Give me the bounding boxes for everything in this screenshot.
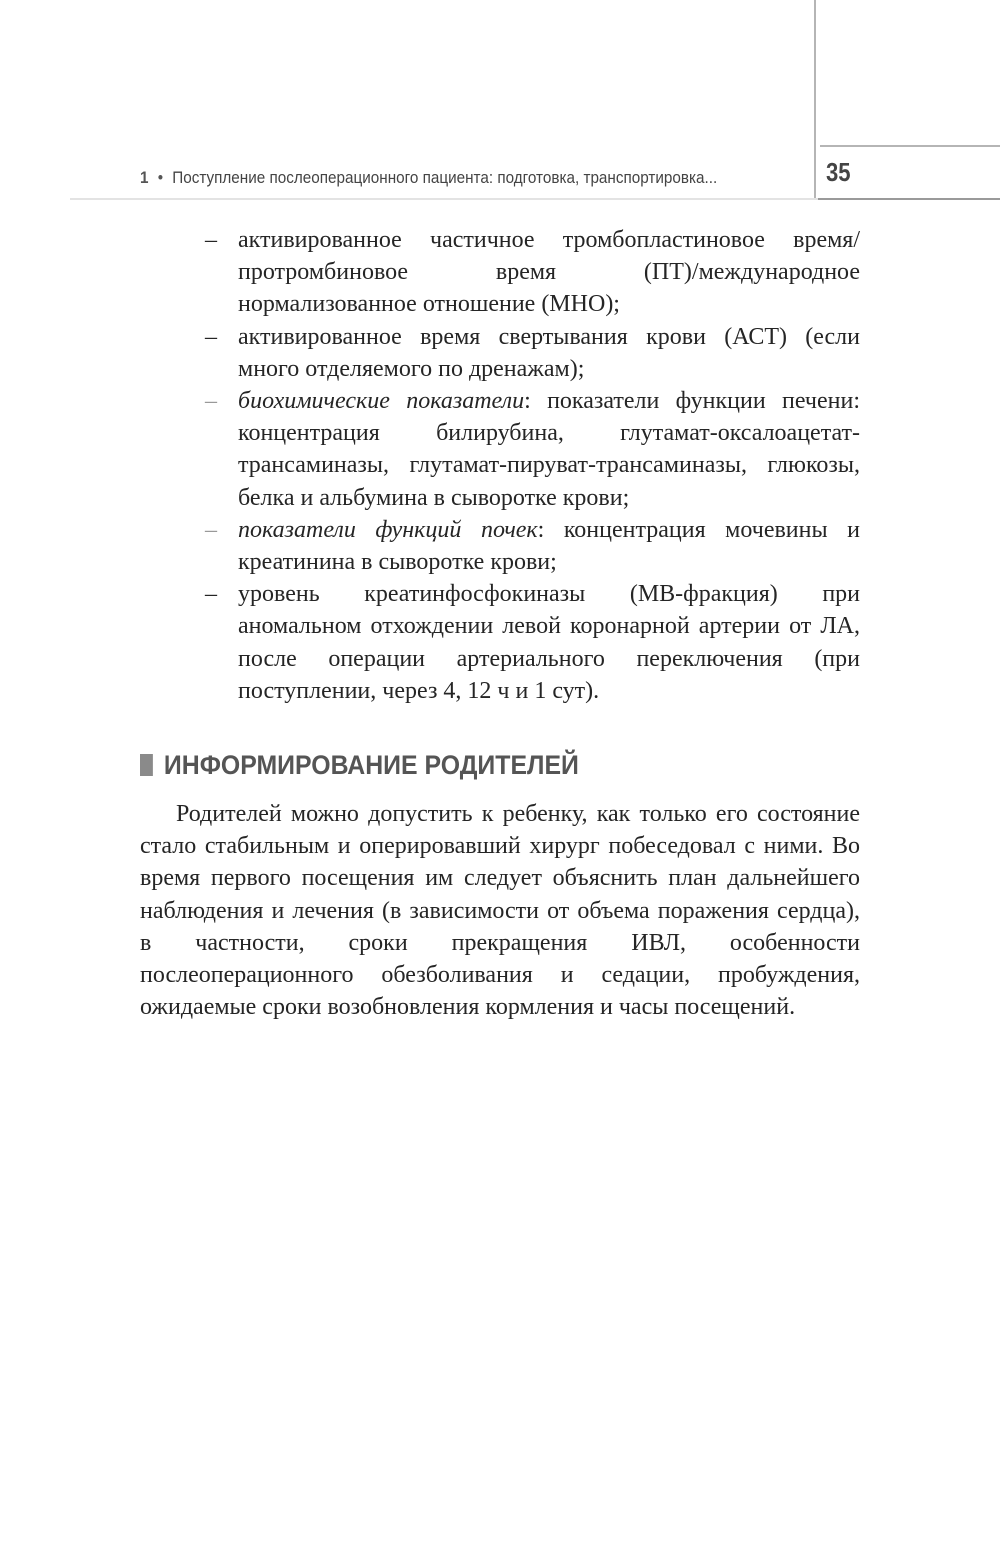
body-paragraph: Родителей можно допустить к ребенку, как только его состояние стало стабильным и оперировавший хирург побеседовал с ними. Во время первого посещения им следует объяснить план дальнейшего наблюдения и лечения (в зависимости от объема поражения сердца), в частности, сроки прекращения ИВЛ, особенности послеоперационного обезболивания и седации, пробуждения, ожидаемые сроки возобновления кормления и часы посещений.: [140, 801, 860, 1021]
list-dash: –: [205, 581, 217, 608]
page-number-top-rule: [820, 145, 1000, 147]
page-number-bottom-rule: [818, 198, 1000, 200]
list-item: [205, 224, 860, 321]
chapter-number: 1: [140, 168, 149, 187]
list-dash: –: [205, 323, 217, 350]
header-bullet: •: [157, 168, 164, 187]
header-vertical-rule: [814, 0, 816, 200]
list-item-text: активированное частичное тромбопластиновое время/протромбиновое время (ПТ)/международное нормализованное отношение (МНО);: [238, 227, 860, 318]
list-item-text: : концентрация мочевины и креатинина в сыворотке крови;: [238, 516, 860, 576]
list-dash: –: [205, 388, 217, 415]
list-item: [205, 514, 860, 578]
list-item: [205, 385, 860, 514]
heading-marker-icon: [140, 754, 153, 776]
list-item: [205, 321, 860, 385]
page-number: 35: [826, 157, 851, 187]
section-heading: [140, 745, 579, 785]
list-item-text: активированное время свертывания крови (АСТ) (если много отделяемого по дренажам);: [238, 323, 860, 382]
list-dash: –: [205, 516, 217, 543]
list-item-text: уровень креатинфосфокиназы (МВ-фракция) при аномальном отхождении левой коронарной артерии от ЛА, после операции артериального переключения (при поступлении, через 4, 12 ч и 1 сут).: [238, 581, 860, 704]
lab-tests-list: [205, 224, 860, 707]
list-item-text: : показатели функции печени: концентрация билирубина, глутамат-оксалоацетат-трансаминазы, глутамат-пируват-трансаминазы, глюкозы, белка и альбумина в сыворотке крови;: [238, 388, 860, 511]
list-item-italic: показатели функций почек: [238, 516, 538, 543]
chapter-title: Поступление послеоперационного пациента: подготовка, транспортировка...: [172, 168, 718, 187]
list-item: [205, 578, 860, 707]
list-item-italic: биохимические показатели: [238, 388, 525, 415]
running-header: [140, 163, 752, 193]
list-dash: –: [205, 227, 217, 253]
section-heading-text: ИНФОРМИРОВАНИЕ РОДИТЕЛЕЙ: [163, 749, 579, 780]
